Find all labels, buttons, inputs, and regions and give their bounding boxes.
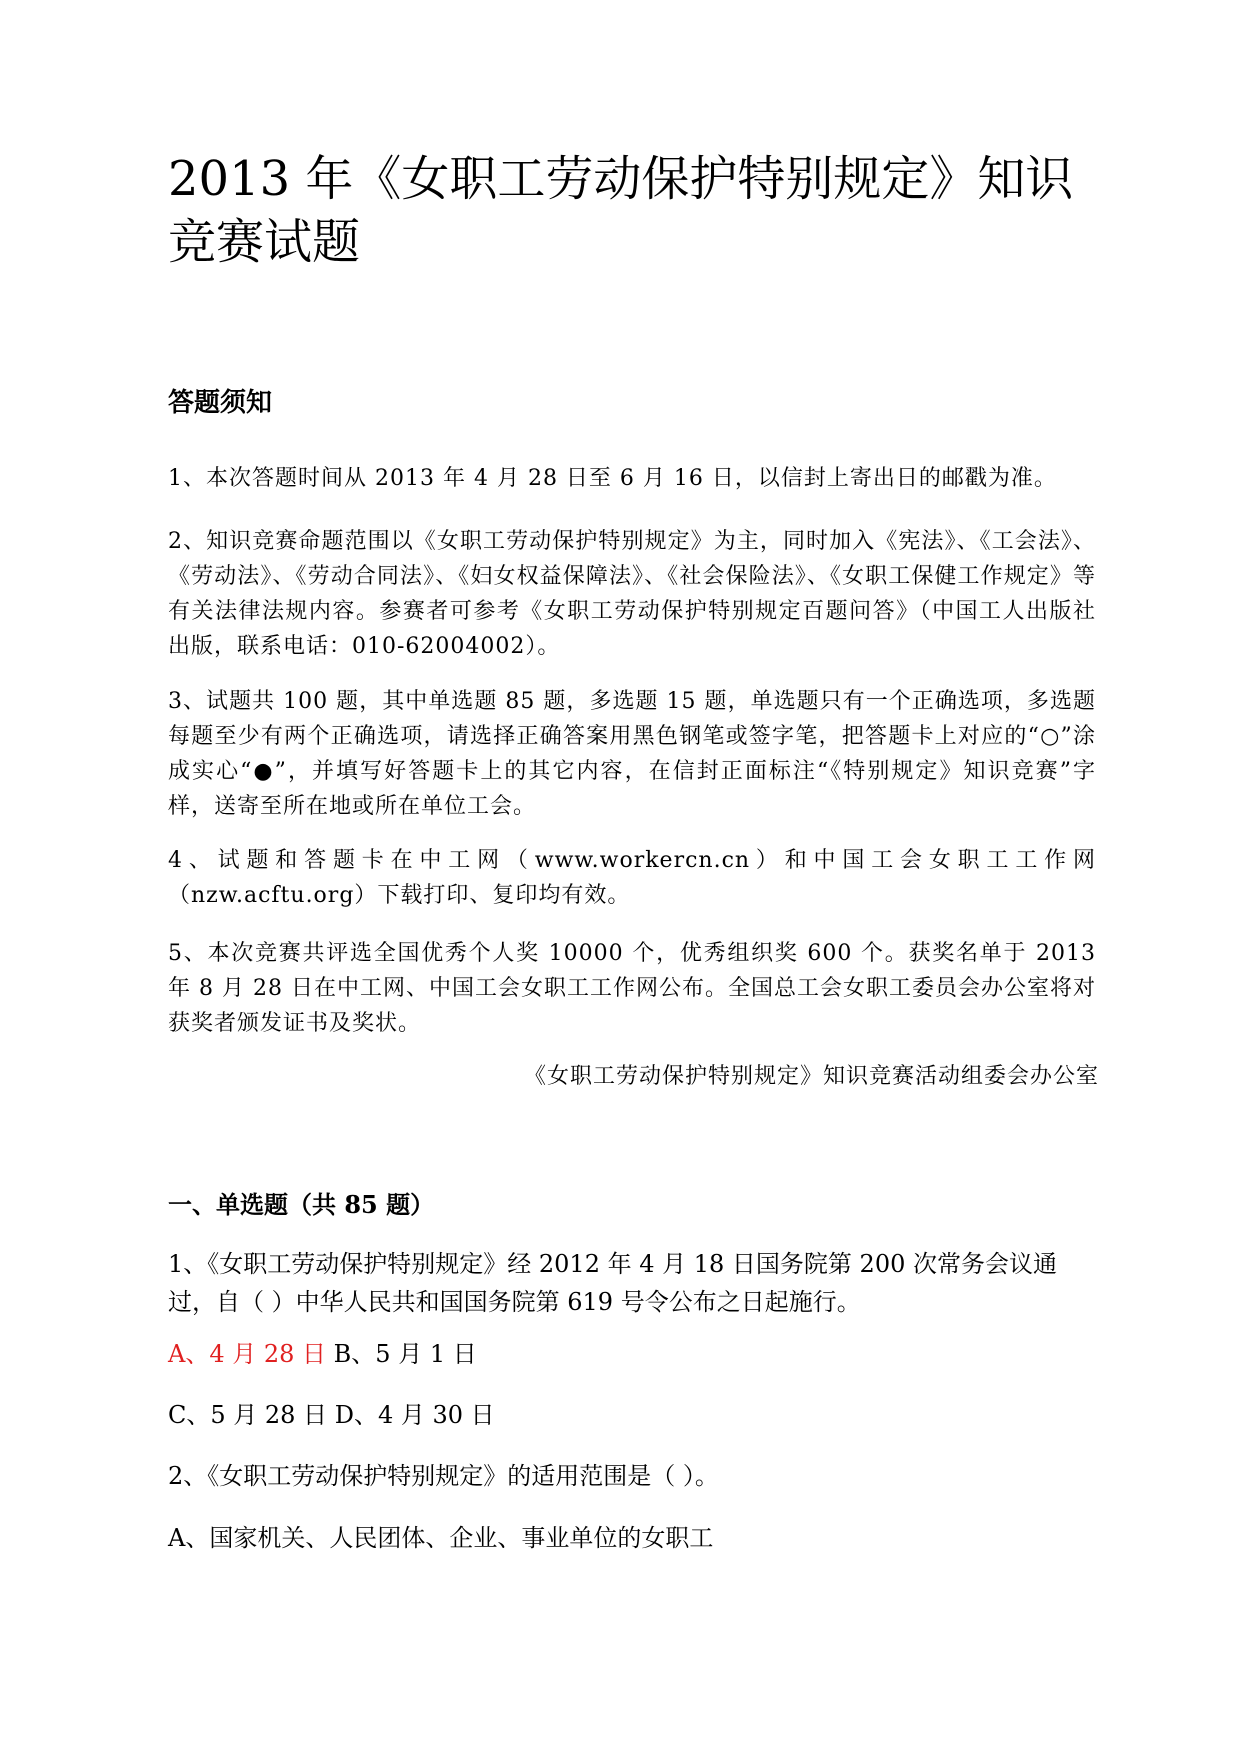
question-2-option-a: A、国家机关、人民团体、企业、事业单位的女职工 bbox=[168, 1524, 714, 1552]
notice-item-4: 4、试题和答题卡在中工网（www.workercn.cn）和中国工会女职工工作网（nzw.acftu.org）下载打印、复印均有效。 bbox=[168, 848, 1096, 908]
question-1-option-d: D、4 月 30 日 bbox=[334, 1401, 495, 1429]
question-1-options-ab bbox=[168, 1335, 1098, 1373]
notice-heading: 答题须知 bbox=[168, 388, 273, 418]
notice-item-3: 3、试题共 100 题，其中单选题 85 题，多选题 15 题，单选题只有一个正确选项，多选题每题至少有两个正确选项，请选择正确答案用黑色钢笔或签字笔，把答题卡上对应的“○”涂成实心“●”，并填写好答题卡上的其它内容，在信封正面标注“《特别规定》知识竞赛”字样，送寄至所在地或所在单位工会。 bbox=[168, 689, 1096, 819]
question-1-option-b: B、5 月 1 日 bbox=[333, 1340, 477, 1368]
question-2-stem: 2、《女职工劳动保护特别规定》的适用范围是（ ）。 bbox=[168, 1462, 719, 1490]
question-1-option-c: C、5 月 28 日 bbox=[168, 1401, 328, 1429]
section-heading: 一、单选题（共 85 题） bbox=[168, 1190, 435, 1219]
question-1-options-cd bbox=[168, 1396, 1098, 1434]
notice-item-2: 2、知识竞赛命题范围以《女职工劳动保护特别规定》为主，同时加入《宪法》、《工会法》、《劳动法》、《劳动合同法》、《妇女权益保障法》、《社会保险法》、《女职工保健工作规定》等有关法律法规内容。参赛者可参考《女职工劳动保护特别规定百题问答》（中国工人出版社出版，联系电话：010-62004002）。 bbox=[168, 529, 1096, 659]
organizer-signature: 《女职工劳动保护特别规定》知识竞赛活动组委会办公室 bbox=[523, 1064, 1099, 1089]
page-title: 2013 年《女职工劳动保护特别规定》知识竞赛试题 bbox=[168, 151, 1074, 270]
notice-item-1: 1、本次答题时间从 2013 年 4 月 28 日至 6 月 16 日，以信封上寄出日的邮戳为准。 bbox=[168, 466, 1057, 491]
notice-item-5: 5、本次竞赛共评选全国优秀个人奖 10000 个，优秀组织奖 600 个。获奖名单于 2013 年 8 月 28 日在中工网、中国工会女职工工作网公布。全国总工会女职工委员会办公室将对获奖者颁发证书及奖状。 bbox=[168, 941, 1096, 1036]
question-1-option-a-correct: A、4 月 28 日 bbox=[168, 1340, 327, 1368]
question-1-stem: 1、《女职工劳动保护特别规定》经 2012 年 4 月 18 日国务院第 200 次常务会议通过，自（ ）中华人民共和国国务院第 619 号令公布之日起施行。 bbox=[168, 1250, 1057, 1316]
